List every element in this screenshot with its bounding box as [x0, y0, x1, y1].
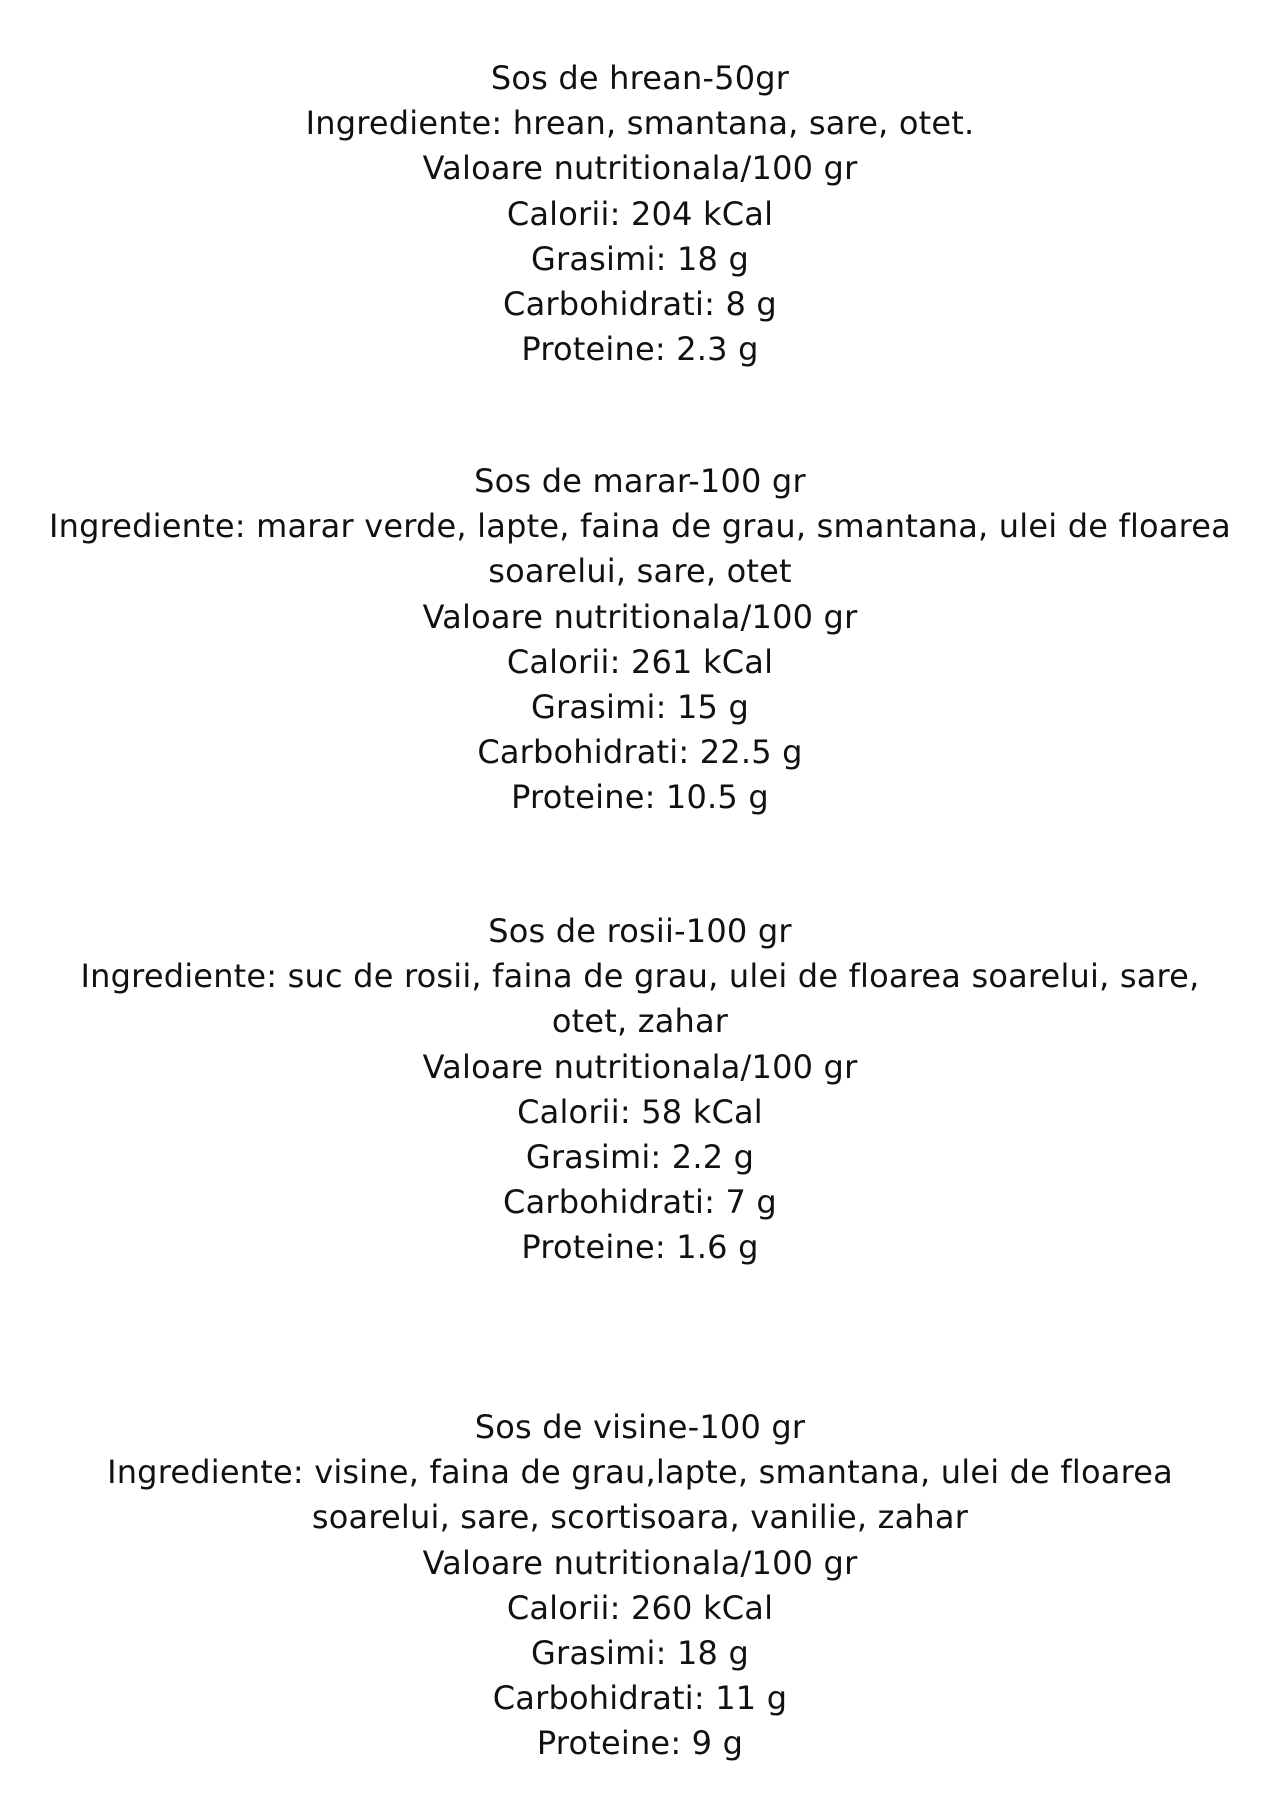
- fat-value: Grasimi: 15 g: [531, 688, 749, 727]
- protein-value: Proteine: 2.3 g: [521, 330, 759, 369]
- sauce-title: Sos de marar-100 gr: [474, 462, 806, 500]
- sauce-ingredients: Ingrediente: visine, faina de grau,lapte, smantana, ulei de floarea soarelui, sare, scortisoara, vanilie, zahar: [107, 1453, 1173, 1537]
- carbs-value: Carbohidrati: 11 g: [492, 1679, 788, 1718]
- sauce-block-hrean: [40, 56, 1240, 372]
- sauce-ingredients: Ingrediente: marar verde, lapte, faina de grau, smantana, ulei de floarea soarelui, sare, otet: [49, 507, 1231, 591]
- nutrition-header: Valoare nutritionala/100 gr: [422, 1047, 858, 1086]
- fat-value: Grasimi: 2.2 g: [525, 1138, 755, 1177]
- carbs-value: Carbohidrati: 7 g: [503, 1183, 777, 1222]
- carbs-value: Carbohidrati: 8 g: [503, 285, 777, 324]
- sauce-block-marar: [40, 459, 1240, 821]
- protein-value: Proteine: 10.5 g: [511, 778, 769, 817]
- sauce-title: Sos de visine-100 gr: [474, 1408, 806, 1446]
- calories-value: Calorii: 261 kCal: [506, 642, 774, 681]
- sauce-ingredients: Ingrediente: suc de rosii, faina de grau, ulei de floarea soarelui, sare, otet, zahar: [80, 957, 1200, 1041]
- sauce-title: Sos de rosii-100 gr: [488, 912, 792, 950]
- protein-value: Proteine: 9 g: [536, 1724, 744, 1763]
- nutrition-header: Valoare nutritionala/100 gr: [422, 149, 858, 188]
- sauce-ingredients: Ingrediente: hrean, smantana, sare, otet.: [305, 104, 975, 143]
- fat-value: Grasimi: 18 g: [531, 239, 749, 278]
- sauce-block-visine: [40, 1405, 1240, 1767]
- sauce-title: Sos de hrean-50gr: [490, 59, 790, 97]
- nutrition-header: Valoare nutritionala/100 gr: [422, 597, 858, 636]
- calories-value: Calorii: 58 kCal: [517, 1092, 763, 1131]
- sauce-block-rosii: [40, 909, 1240, 1271]
- nutrition-header: Valoare nutritionala/100 gr: [422, 1543, 858, 1582]
- fat-value: Grasimi: 18 g: [531, 1634, 749, 1673]
- protein-value: Proteine: 1.6 g: [521, 1228, 759, 1267]
- calories-value: Calorii: 260 kCal: [506, 1588, 774, 1627]
- calories-value: Calorii: 204 kCal: [506, 194, 774, 233]
- carbs-value: Carbohidrati: 22.5 g: [477, 733, 803, 772]
